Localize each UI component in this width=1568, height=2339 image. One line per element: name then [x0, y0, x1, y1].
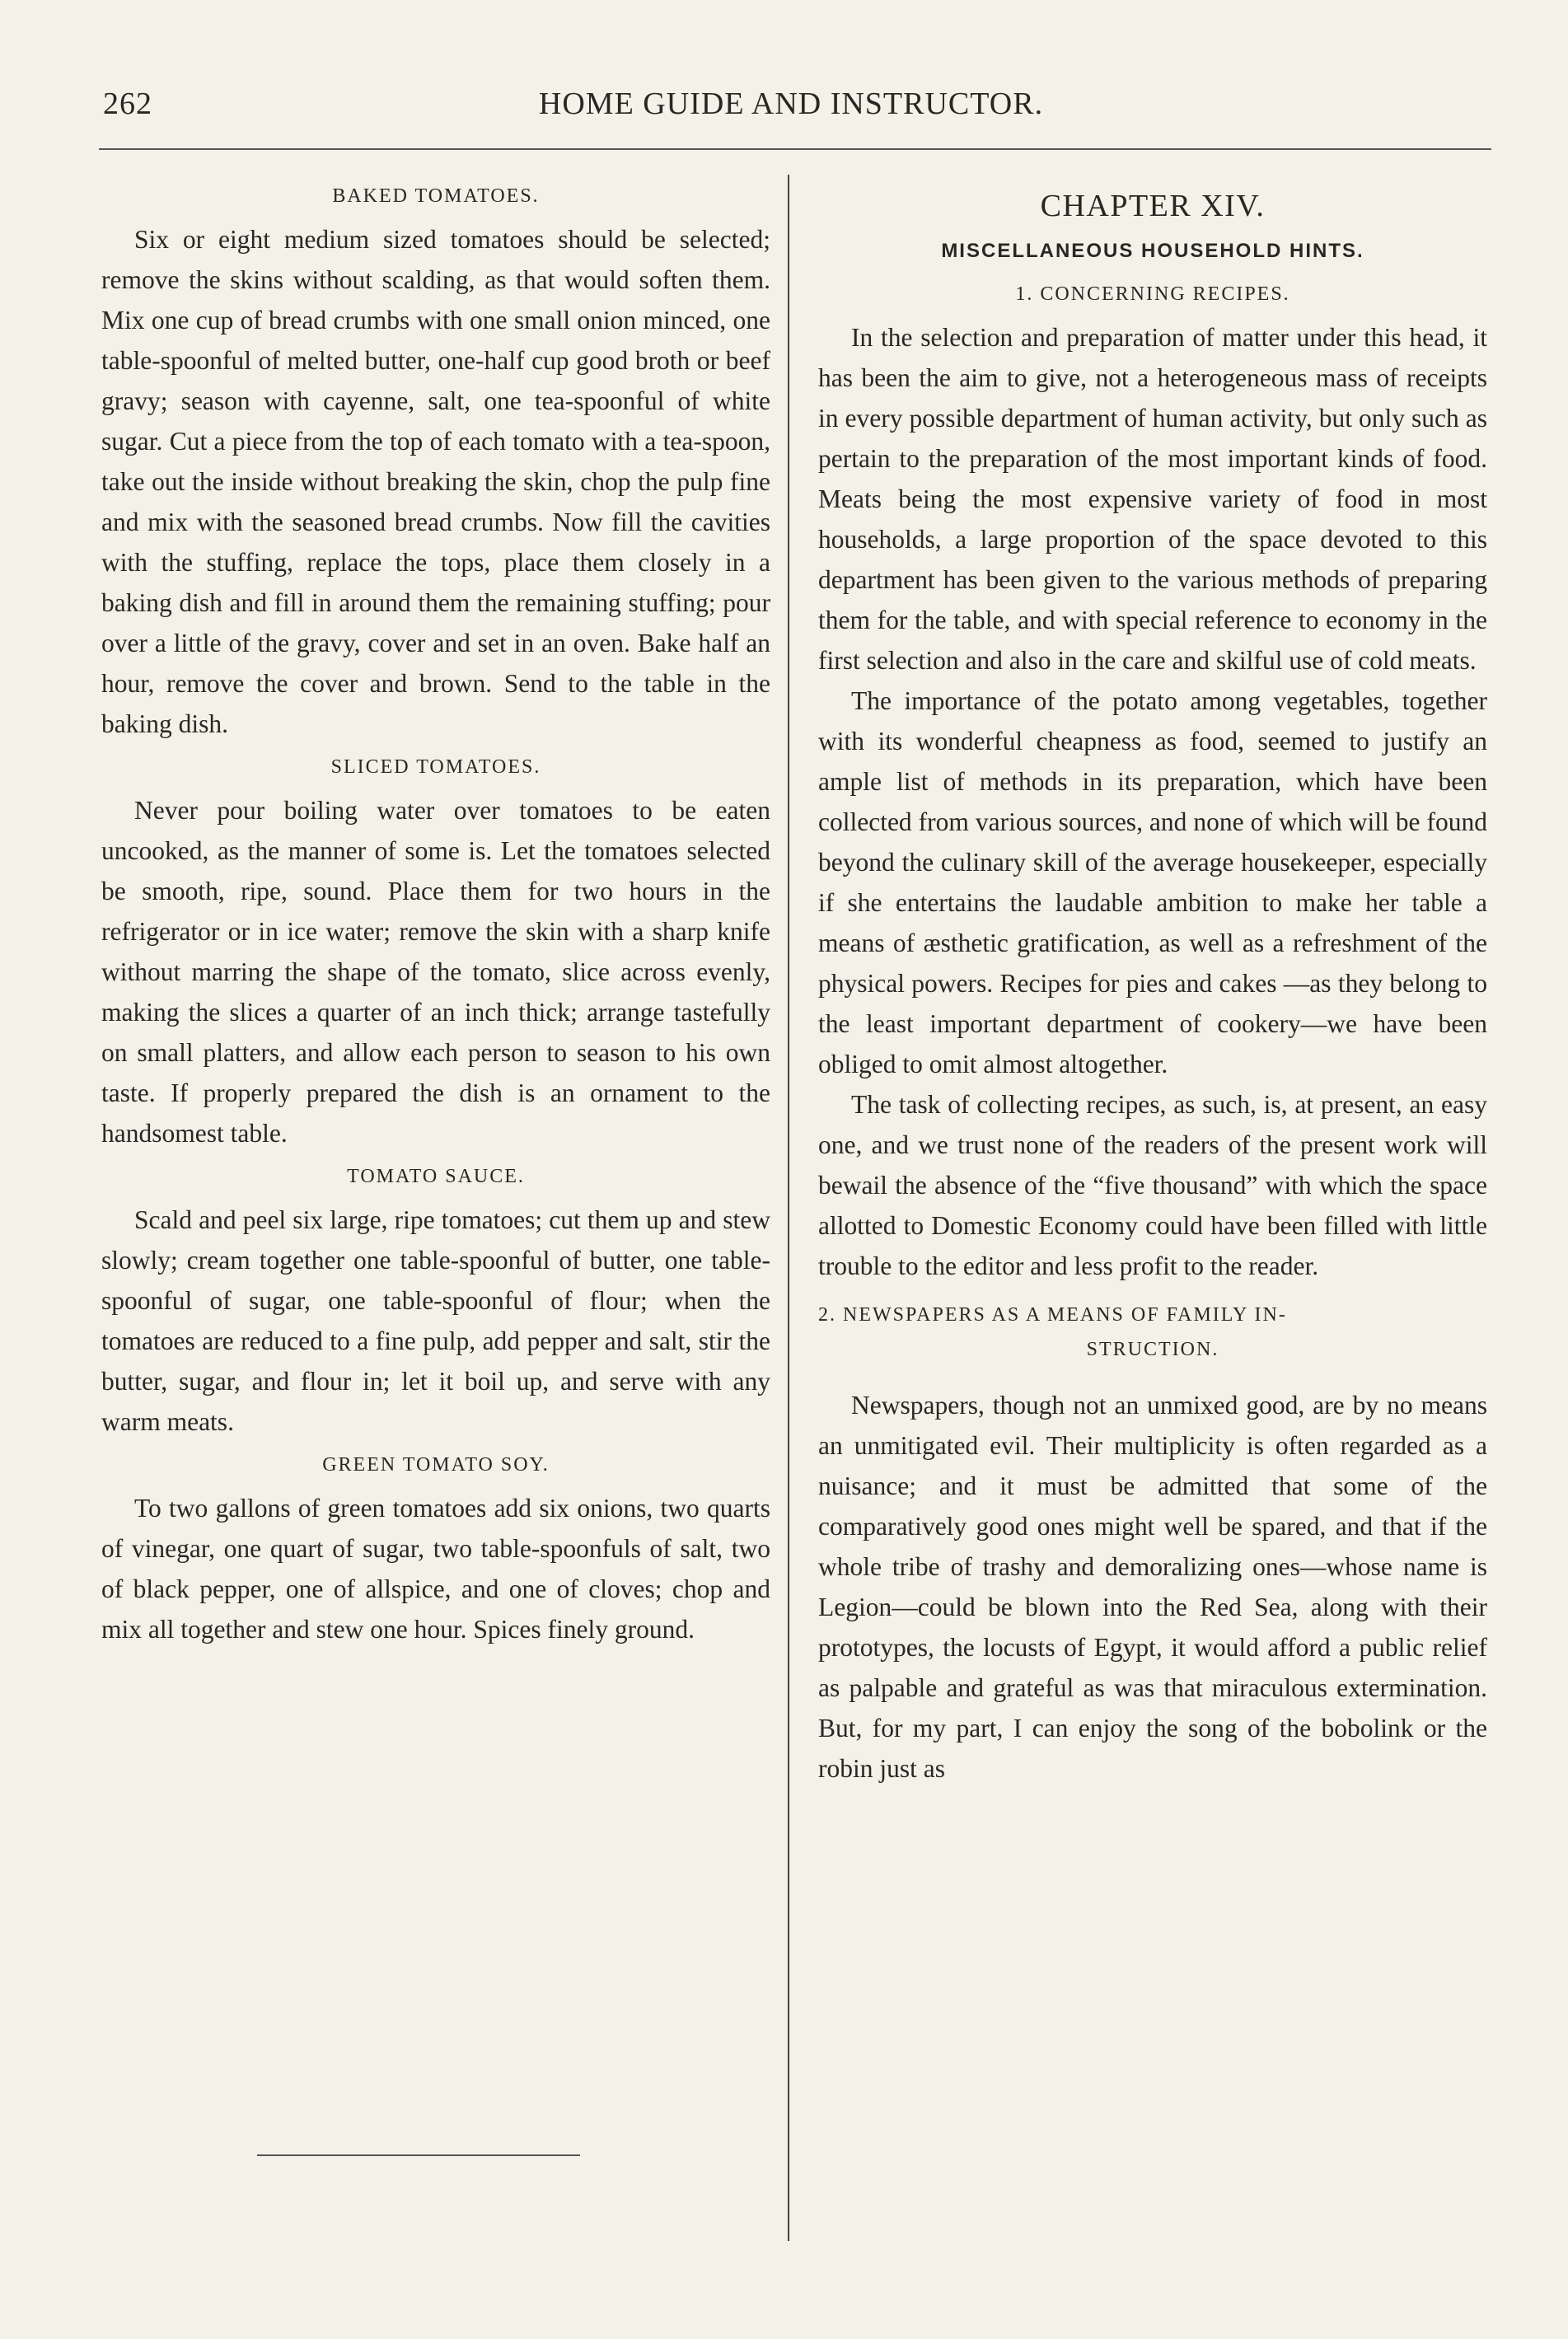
section-text-newspapers: Newspapers, though not an unmixed good, are by no means an unmitigated evil. Their multiplicity is often regarded as a nuisance; and it must be admitted that some of the comparatively good ones might well be spared, and that if the whole tribe of trashy and demoralizing ones—whose name is Legion—could be blown into the Red Sea, along with their prototypes, the locusts of Egypt, it would afford a public relief as palpable and grateful as was that miraculous extermination. But, for my part, I can enjoy the song of the bobolink or the robin just as	[818, 1391, 1487, 1783]
section-title-line-1: 2. NEWSPAPERS AS A MEANS OF FAMILY IN-	[818, 1304, 1287, 1326]
column-divider	[788, 175, 789, 2241]
recipe-text-baked-tomatoes: Six or eight medium sized tomatoes should be selected; remove the skins without scalding, as that would soften them. Mix one cup of bread crumbs with one small onion minced, one table-spoonful of melted butter, one-half cup good broth or beef gravy; season with cayenne, salt, one tea-spoonful of white sugar. Cut a piece from the top of each tomato with a tea-spoon, take out the inside without breaking the skin, chop the pulp fine and mix with the seasoned bread crumbs. Now fill the cavities with the stuffing, replace the tops, place them closely in a baking dish and fill in around them the remaining stuffing; pour over a little of the gravy, cover and set in an oven. Bake half an hour, remove the cover and brown. Send to the table in the baking dish.	[101, 225, 770, 738]
section-title-newspapers	[818, 1298, 1487, 1367]
chapter-subtitle: MISCELLANEOUS HOUSEHOLD HINTS.	[941, 240, 1364, 262]
recipe-title-baked-tomatoes: BAKED TOMATOES.	[332, 185, 540, 207]
recipe-title-green-tomato-soy: GREEN TOMATO SOY.	[322, 1454, 550, 1476]
recipe-title-tomato-sauce: TOMATO SAUCE.	[347, 1166, 525, 1187]
section-paragraph: The importance of the potato among vegetables, together with its wonderful cheapness as food, seemed to justify an ample list of methods in its preparation, which have been collected from various sources, and none of which will be found beyond the culinary skill of the average housekeeper, especially if she entertains the laudable ambition to make her table a means of æsthetic gratification, as well as a refreshment of the physical powers. Recipes for pies and cakes —as they belong to the least important department of cookery—we have been obliged to omit almost altogether.	[818, 686, 1487, 1078]
section-title-concerning-recipes: 1. CONCERNING RECIPES.	[1015, 283, 1290, 305]
recipe-title-sliced-tomatoes: SLICED TOMATOES.	[330, 756, 541, 778]
book-title: HOME GUIDE AND INSTRUCTOR.	[538, 87, 1044, 121]
recipe-text-green-tomato-soy: To two gallons of green tomatoes add six onions, two quarts of vinegar, one quart of sugar, two table-spoonfuls of salt, two of black pepper, one of allspice, and one of cloves; chop and mix all together and stew one hour. Spices finely ground.	[101, 1494, 770, 1644]
running-head	[91, 86, 1491, 127]
section-end-rule	[257, 2154, 580, 2156]
left-column	[101, 173, 770, 1649]
recipe-text-tomato-sauce: Scald and peel six large, ripe tomatoes; cut them up and stew slowly; cream together one table-spoonful of butter, one table-spoonful of sugar, one table-spoonful of flour; when the tomatoes are reduced to a fine pulp, add pepper and salt, stir the butter, sugar, and flour in; let it boil up, and serve with any warm meats.	[101, 1205, 770, 1436]
right-column	[818, 177, 1487, 1789]
page-number: 262	[103, 87, 152, 121]
section-title-line-2: STRUCTION.	[1086, 1339, 1219, 1360]
section-paragraph: The task of collecting recipes, as such, is, at present, an easy one, and we trust none of the readers of the present work will bewail the absence of the “five thousand” with which the space allotted to Domestic Economy could have been filled with little trouble to the editor and less profit to the reader.	[818, 1090, 1487, 1280]
section-paragraph: In the selection and preparation of matter under this head, it has been the aim to give, not a heterogeneous mass of receipts in every possible department of human activity, but only such as pertain to the preparation of the most important kinds of food. Meats being the most expensive variety of food in most households, a large proportion of the space devoted to this department has been given to the various methods of preparing them for the table, and with special reference to economy in the first selection and also in the care and skilful use of cold meats.	[818, 323, 1487, 675]
chapter-title: CHAPTER XIV.	[1040, 189, 1266, 223]
header-rule	[99, 148, 1491, 150]
recipe-text-sliced-tomatoes: Never pour boiling water over tomatoes to be eaten uncooked, as the manner of some is. Let the tomatoes selected be smooth, ripe, sound. Place them for two hours in the refrigerator or in ice water; remove the skin with a sharp knife without marring the shape of the tomato, slice across evenly, making the slices a quarter of an inch thick; arrange tastefully on small platters, and allow each person to season to his own taste. If properly prepared the dish is an ornament to the handsomest table.	[101, 796, 770, 1148]
